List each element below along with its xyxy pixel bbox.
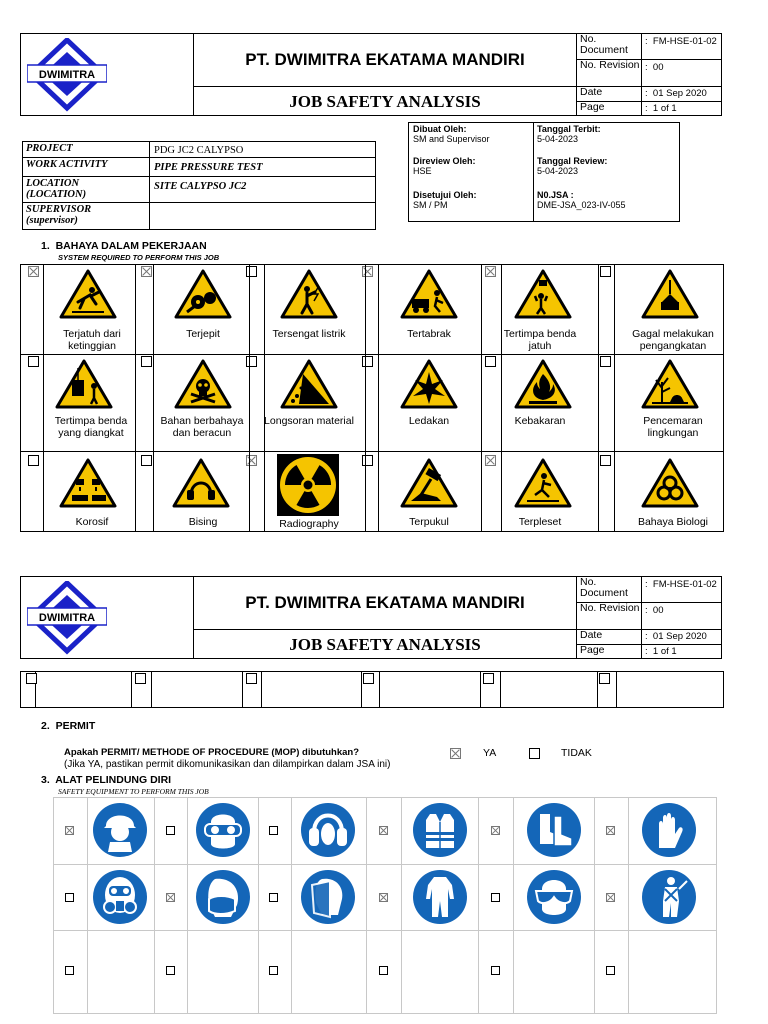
noise-icon [171,457,231,509]
toxic-skull-icon [173,358,233,410]
meta-label: Page [580,101,605,113]
section1-title: 1. BAHAYA DALAM PEKERJAAN [41,240,207,252]
hazard-label: Radiography [279,518,339,530]
continuation-checkbox[interactable] [246,673,257,684]
permit-no-checkbox[interactable] [529,748,540,759]
continuation-checkbox[interactable] [363,673,374,684]
ppe-checkbox[interactable] [606,893,615,902]
hazard-checkbox[interactable] [246,455,257,466]
hazard-checkbox[interactable] [141,356,152,367]
ppe-checkbox[interactable] [606,966,615,975]
ear-muffs-icon [300,802,356,858]
work-activity-label: WORK ACTIVITY [26,159,108,170]
hazard-cell [135,264,250,354]
company-cell [193,33,577,87]
document-title: JOB SAFETY ANALYSIS [289,635,481,654]
hazard-cell [249,264,366,354]
meta-value: FM-HSE-01-02 [652,579,717,590]
hazard-cell [481,264,597,354]
meta-sep: : [645,103,648,114]
hazard-label: Terjatuh dari ketinggian [63,328,121,352]
terbit-label: Tanggal Terbit: [537,124,601,134]
hazard-label: Longsoran material [264,415,354,427]
meta-label: Date [580,86,603,98]
ppe-checkbox[interactable] [606,826,615,835]
fall-from-height-icon [58,268,118,320]
safety-gloves-icon [641,802,697,858]
logo-text: DWIMITRA [38,612,96,624]
title-cell [193,629,577,659]
dibuat-value: SM and Supervisor [413,134,490,144]
continuation-checkbox[interactable] [26,673,37,684]
meta-label: Page [580,644,605,656]
hazard-label: Bahan berbahaya dan beracun [160,415,244,439]
logo-text: DWIMITRA [38,69,96,81]
work-activity-value: PIPE PRESSURE TEST [154,162,263,173]
meta-label: No. Revision [580,602,640,614]
fire-icon [513,358,573,410]
hazard-cell [598,354,724,451]
hazard-label: Bising [188,516,218,528]
full-body-harness-icon [641,869,697,925]
permit-question: Apakah PERMIT/ METHODE OF PROCEDURE (MOP) dibutuhkan? [64,747,360,758]
hard-hat-icon [92,802,148,858]
falling-object-icon [513,268,573,320]
page2-header [20,576,722,659]
biohazard-icon [640,457,700,509]
hazard-label: Pencemaran lingkungan [643,415,703,439]
location-value: SITE CALYPSO JC2 [154,181,247,192]
hazard-cell [365,451,483,532]
hazard-label: Gagal melakukan pengangkatan [632,328,714,352]
hazard-cell [20,451,139,532]
meta-sep: : [645,579,648,590]
meta-value: 1 of 1 [652,103,677,114]
hazard-cell [249,354,366,451]
pinch-point-icon [173,268,233,320]
coverall-icon [412,869,468,925]
ppe-grid [53,797,717,1014]
section3-title: 3. ALAT PELINDUNG DIRI [41,774,172,786]
respirator-icon [92,869,148,925]
hazard-checkbox[interactable] [246,356,257,367]
struck-by-vehicle-icon [399,268,459,320]
dibuat-label: Dibuat Oleh: [413,124,467,134]
logo-cell [20,576,194,659]
hazard-checkbox[interactable] [246,266,257,277]
suspended-load-icon [54,358,114,410]
direview-value: HSE [413,166,432,176]
supervisor-label: SUPERVISOR (supervisor) [26,204,92,226]
hazard-checkbox[interactable] [362,455,373,466]
meta-sep: : [645,646,648,657]
electric-shock-icon [279,268,339,320]
continuation-row [20,671,724,708]
meta-sep: : [645,88,648,99]
permit-note: (Jika YA, pastikan permit dikomunikasikan dan dilampirkan dalam JSA ini) [64,759,391,770]
ppe-checkbox[interactable] [65,826,74,835]
signoff-box [408,122,680,222]
nojsa-label: N0.JSA : [537,190,574,200]
hazard-checkbox[interactable] [600,455,611,466]
hammer-strike-icon [399,457,459,509]
hazard-cell [598,451,724,532]
hazard-label: Terpukul [409,516,449,528]
ppe-checkbox[interactable] [269,893,278,902]
dust-mask-icon [195,869,251,925]
meta-sep: : [645,605,648,616]
permit-yes-label: YA [483,747,497,759]
ppe-checkbox[interactable] [65,893,74,902]
hazard-checkbox[interactable] [600,266,611,277]
explosion-icon [399,358,459,410]
hazard-checkbox[interactable] [600,356,611,367]
direview-label: Direview Oleh: [413,156,476,166]
location-label: LOCATION (LOCATION) [26,178,87,200]
safety-glasses-icon [526,869,582,925]
hazard-cell [20,354,139,451]
meta-value: 1 of 1 [652,646,677,657]
ppe-checkbox[interactable] [379,966,388,975]
hazard-cell [365,264,483,354]
face-shield-icon [300,869,356,925]
ppe-checkbox[interactable] [269,966,278,975]
meta-value: 01 Sep 2020 [652,631,707,642]
ppe-checkbox[interactable] [491,966,500,975]
ppe-checkbox[interactable] [491,826,500,835]
ppe-checkbox[interactable] [166,826,175,835]
project-label: PROJECT [26,143,73,154]
safety-vest-icon [412,802,468,858]
hazard-label: Korosif [75,516,109,528]
meta-label: No. Document [580,33,628,56]
hazard-checkbox[interactable] [485,356,496,367]
hazard-cell [20,264,139,354]
ppe-checkbox[interactable] [269,826,278,835]
meta-value: FM-HSE-01-02 [652,36,717,47]
continuation-checkbox[interactable] [483,673,494,684]
ppe-checkbox[interactable] [166,893,175,902]
company-cell [193,576,577,630]
ppe-checkbox[interactable] [379,826,388,835]
hazard-label: Terjepit [186,328,220,340]
hazard-checkbox[interactable] [28,356,39,367]
hazard-label: Kebakaran [514,415,566,427]
hazard-checkbox[interactable] [485,266,496,277]
lifting-failure-icon [640,268,700,320]
continuation-checkbox[interactable] [135,673,146,684]
logo-cell [20,33,194,116]
hazard-cell [598,264,724,354]
meta-value: 00 [652,62,664,73]
section2-title: 2. PERMIT [41,720,96,732]
hazard-checkbox[interactable] [485,455,496,466]
permit-yes-checkbox[interactable] [450,748,461,759]
company-logo [27,581,107,655]
hazard-label: Tersengat listrik [272,328,346,340]
hazard-checkbox[interactable] [362,356,373,367]
ppe-checkbox[interactable] [379,893,388,902]
meta-value: 01 Sep 2020 [652,88,707,99]
hazard-cell [481,451,597,532]
project-table [22,141,376,230]
hazard-cell [249,451,366,532]
hazard-label: Bahaya Biologi [637,516,709,528]
terbit-value: 5-04-2023 [537,134,579,144]
meta-sep: : [645,36,648,47]
project-value: PDG JC2 CALYPSO [154,145,244,156]
hazard-checkbox[interactable] [141,266,152,277]
disetujui-label: Disetujui Oleh: [413,190,477,200]
document-title: JOB SAFETY ANALYSIS [289,92,481,111]
ppe-checkbox[interactable] [65,966,74,975]
safety-goggles-icon [195,802,251,858]
section1-subtitle: SYSTEM REQUIRED TO PERFORM THIS JOB [58,253,220,262]
company-name: PT. DWIMITRA EKATAMA MANDIRI [245,593,525,612]
hazard-label: Tertabrak [407,328,451,340]
review-value: 5-04-2023 [537,166,579,176]
nojsa-value: DME-JSA_023-IV-055 [537,200,626,210]
hazard-grid [20,264,724,532]
meta-label: Date [580,629,603,641]
continuation-checkbox[interactable] [599,673,610,684]
meta-value: 00 [652,605,664,616]
radiation-icon [277,454,339,516]
corrosive-icon [58,457,118,509]
permit-no-label: TIDAK [561,747,592,759]
hazard-checkbox[interactable] [28,266,39,277]
hazard-label: Ledakan [408,415,450,427]
disetujui-value: SM / PM [413,200,448,210]
hazard-label: Tertimpa benda jatuh [503,328,577,352]
ppe-checkbox[interactable] [491,893,500,902]
meta-label: No. Document [580,576,628,599]
hazard-cell [365,354,483,451]
hazard-cell [135,451,250,532]
ppe-checkbox[interactable] [166,966,175,975]
title-cell [193,86,577,116]
page1-header [20,33,722,116]
environment-pollution-icon [640,358,700,410]
hazard-cell [481,354,597,451]
hazard-checkbox[interactable] [28,455,39,466]
company-logo [27,38,107,112]
safety-boots-icon [526,802,582,858]
hazard-cell [135,354,250,451]
hazard-checkbox[interactable] [141,455,152,466]
hazard-label: Tertimpa benda yang diangkat [54,415,128,439]
section3-subtitle: SAFETY EQUIPMENT TO PERFORM THIS JOB [58,787,209,796]
meta-sep: : [645,62,648,73]
review-label: Tanggal Review: [537,156,608,166]
hazard-checkbox[interactable] [362,266,373,277]
slip-icon [513,457,573,509]
hazard-label: Terpleset [518,516,562,528]
meta-label: No. Revision [580,59,640,71]
landslide-icon [279,358,339,410]
company-name: PT. DWIMITRA EKATAMA MANDIRI [245,50,525,69]
meta-sep: : [645,631,648,642]
